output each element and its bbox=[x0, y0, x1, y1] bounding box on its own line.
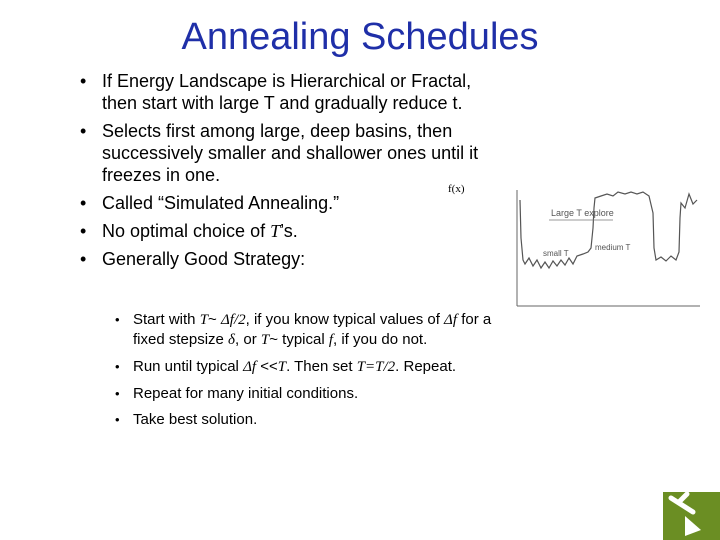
logo-icon bbox=[663, 492, 720, 540]
slide-title: Annealing Schedules bbox=[181, 16, 539, 58]
sketch-y-label: f(x) bbox=[448, 183, 465, 195]
bullet-item: • Selects first among large, deep basins, then successively smaller and shallower ones until it freezes in one. bbox=[80, 120, 510, 186]
label-small-t: small T bbox=[543, 249, 569, 258]
label-large-t: Large T explore bbox=[551, 208, 614, 218]
energy-landscape-sketch bbox=[445, 178, 705, 313]
bullet-item: • Called “Simulated Annealing.” bbox=[80, 192, 510, 214]
bullet-item: • Generally Good Strategy: bbox=[80, 248, 510, 270]
sub-bullet-item: • Repeat for many initial conditions. bbox=[115, 384, 495, 403]
sub-bullet-item: • Run until typical Δf <<T. Then set T=T/2. Repeat. bbox=[115, 357, 495, 377]
label-medium-t: medium T bbox=[595, 243, 631, 252]
bullet-item: • No optimal choice of T’s. bbox=[80, 220, 510, 242]
sub-bullet-item: • Start with T~ Δf/2, if you know typical values of Δf for a fixed stepsize δ, or T~ typical f, if you do not. bbox=[115, 310, 495, 350]
bullet-item: • If Energy Landscape is Hierarchical or Fractal, then start with large T and gradually reduce t. bbox=[80, 70, 510, 114]
sub-bullet-list bbox=[115, 310, 495, 436]
sub-bullet-item: • Take best solution. bbox=[115, 410, 495, 429]
